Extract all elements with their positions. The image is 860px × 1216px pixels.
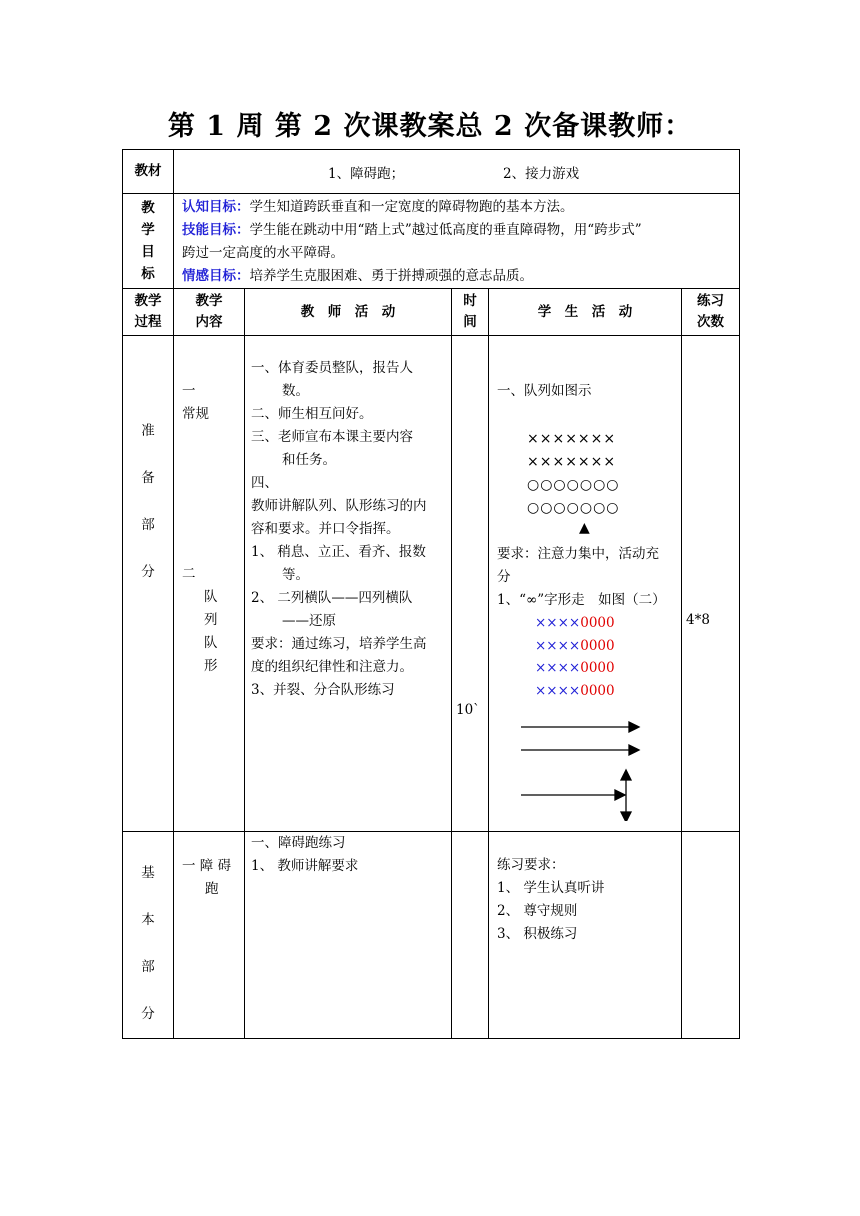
- formation-diagram: [527, 428, 620, 520]
- x-group: ××××: [535, 615, 581, 631]
- header-time: [452, 289, 489, 336]
- basic-student-line: 2、 尊守规则: [497, 903, 578, 919]
- x-o-formation: [535, 612, 615, 702]
- prep-time-value: 10`: [456, 702, 480, 718]
- prep-content-routine: 常规: [182, 406, 209, 422]
- basic-row: [123, 832, 740, 1039]
- skill-goal-cont: 跨过一定高度的水平障碍。: [182, 245, 344, 261]
- x-group: ××××: [535, 682, 581, 699]
- basic-section-char: 本: [141, 912, 155, 928]
- basic-time: [452, 832, 489, 1039]
- basic-student-line: 3、 积极练习: [497, 926, 578, 942]
- prep-content-formation-char: 队: [204, 589, 218, 605]
- teacher-triangle-icon: ▲: [579, 520, 590, 536]
- goals-label: [123, 194, 174, 289]
- header-content-line: 教学: [195, 293, 223, 309]
- cognitive-goal-label: 认知目标：: [182, 199, 250, 215]
- formation-row: ×××××××: [527, 431, 617, 447]
- prep-content-formation-char: 队: [204, 635, 218, 651]
- basic-student-line: 练习要求：: [497, 857, 565, 873]
- prep-count: [682, 336, 740, 832]
- goals-label-char: 教: [141, 200, 155, 216]
- prep-content-formation-num: 二: [182, 566, 196, 582]
- prep-teacher: [245, 336, 452, 832]
- basic-content-obstacle: 一 障 碍: [182, 858, 232, 874]
- prep-teacher-line: ——还原: [282, 613, 336, 629]
- prep-content-formation-char: 形: [204, 658, 218, 674]
- header-count-line: 次数: [697, 314, 725, 330]
- basic-section: [123, 832, 174, 1039]
- basic-count: [682, 832, 740, 1039]
- zero-group: 0000: [580, 615, 615, 631]
- movement-arrows-diagram: [489, 706, 682, 821]
- basic-teacher-line: 一、障碍跑练习: [251, 835, 346, 851]
- basic-teacher: [245, 832, 452, 1039]
- prep-teacher-line: 一、体育委员整队，报告人: [251, 360, 413, 376]
- arrow-head-icon: [629, 722, 639, 732]
- basic-section-char: 部: [141, 959, 155, 975]
- zero-group: 0000: [580, 682, 615, 699]
- header-process-line: 过程: [134, 314, 162, 330]
- figure-eight-walk: 1、“∞”字形走 如图（二）: [497, 592, 666, 608]
- basic-content-obstacle-cont: 跑: [205, 881, 219, 897]
- prep-content-routine-num: 一: [182, 383, 196, 399]
- prep-teacher-line: 三、老师宣布本课主要内容: [251, 429, 413, 445]
- arrow-head-icon: [629, 745, 639, 755]
- prep-teacher-line: 容和要求。并口令指挥。: [251, 521, 400, 537]
- prep-section-char: 备: [141, 470, 155, 486]
- header-time-line: 时: [463, 293, 477, 309]
- lesson-plan-table: [122, 149, 740, 1039]
- basic-content: [174, 832, 245, 1039]
- arrow-up-icon: [621, 770, 631, 780]
- skill-goal: [182, 219, 739, 242]
- page-title: 第 1 周 第 2 次课教案总 2 次备课教师：: [167, 111, 693, 142]
- prep-teacher-line: 二、师生相互问好。: [251, 406, 373, 422]
- emotion-goal-label: 情感目标：: [182, 268, 250, 284]
- zero-group: 0000: [580, 660, 615, 676]
- header-content-line: 内容: [195, 314, 223, 330]
- basic-section-char: 分: [141, 1006, 155, 1022]
- goals-label-char: 学: [141, 222, 155, 238]
- formation-row: ○○○○○○○: [527, 477, 620, 493]
- header-teacher: 教 师 活 动: [245, 289, 452, 336]
- prep-content-formation-char: 列: [204, 612, 218, 628]
- prep-section: [123, 336, 174, 832]
- goals-content: [174, 194, 740, 289]
- prep-teacher-line: 和任务。: [282, 452, 336, 468]
- header-row: [123, 289, 740, 336]
- prep-section-char: 部: [141, 517, 155, 533]
- header-process: [123, 289, 174, 336]
- emotion-goal-text: 培养学生克服困难、勇于拼搏顽强的意志品质。: [249, 268, 533, 284]
- prep-teacher-line: 数。: [282, 383, 309, 399]
- header-time-line: 间: [463, 314, 477, 330]
- formation-row: ×××××××: [527, 454, 617, 470]
- x-group: ××××: [535, 637, 581, 654]
- header-content: [174, 289, 245, 336]
- prep-teacher-line: 1、 稍息、立正、看齐、报数: [251, 544, 426, 560]
- prep-row: [123, 336, 740, 832]
- x-group: ××××: [535, 660, 581, 676]
- emotion-goal: [182, 265, 739, 288]
- skill-goal-label: 技能目标：: [182, 222, 250, 238]
- basic-section-char: 基: [141, 865, 155, 881]
- prep-teacher-line: 要求：通过练习，培养学生高: [251, 636, 427, 652]
- prep-teacher-line: 3、并裂、分合队形练习: [251, 682, 395, 698]
- prep-student: [489, 336, 682, 832]
- arrow-down-icon: [621, 812, 631, 821]
- header-process-line: 教学: [134, 293, 162, 309]
- prep-section-char: 分: [141, 564, 155, 580]
- prep-teacher-line: 教师讲解队列、队形练习的内: [251, 498, 427, 514]
- prep-teacher-line: 2、 二列横队——四列横队: [251, 590, 413, 606]
- material-content: [174, 150, 740, 194]
- cognitive-goal-text: 学生知道跨跃垂直和一定宽度的障碍物跑的基本方法。: [249, 199, 574, 215]
- zero-group: 0000: [580, 637, 615, 654]
- material-item-2: 2、接力游戏: [503, 165, 580, 182]
- header-count-line: 练习: [697, 293, 725, 309]
- prep-teacher-line: 四、: [251, 475, 278, 491]
- formation-row: ○○○○○○○: [527, 500, 620, 516]
- cognitive-goal: [182, 196, 739, 219]
- prep-count-value: 4*8: [686, 612, 710, 628]
- prep-teacher-line: 等。: [282, 567, 309, 583]
- prep-content: [174, 336, 245, 832]
- material-label: 教材: [123, 150, 174, 194]
- material-item-1: 1、障碍跑；: [328, 165, 405, 182]
- prep-section-char: 准: [141, 423, 155, 439]
- goals-row: [123, 194, 740, 289]
- arrow-head-icon: [615, 790, 625, 800]
- goals-label-char: 目: [141, 244, 155, 260]
- formation-intro: 一、队列如图示: [497, 383, 592, 399]
- formation-requirement-cont: 分: [497, 569, 511, 585]
- prep-teacher-line: 度的组织纪律性和注意力。: [251, 659, 413, 675]
- skill-goal-text: 学生能在跳动中用“踏上式”越过低高度的垂直障碍物，用“跨步式”: [249, 222, 642, 238]
- header-count: [682, 289, 740, 336]
- basic-student: [489, 832, 682, 1039]
- material-row: [123, 150, 740, 194]
- basic-teacher-line: 1、 教师讲解要求: [251, 858, 359, 874]
- goals-label-char: 标: [141, 266, 155, 282]
- prep-time: [452, 336, 489, 832]
- header-student: 学 生 活 动: [489, 289, 682, 336]
- basic-student-line: 1、 学生认真听讲: [497, 880, 605, 896]
- formation-requirement: 要求：注意力集中，活动充: [497, 546, 659, 562]
